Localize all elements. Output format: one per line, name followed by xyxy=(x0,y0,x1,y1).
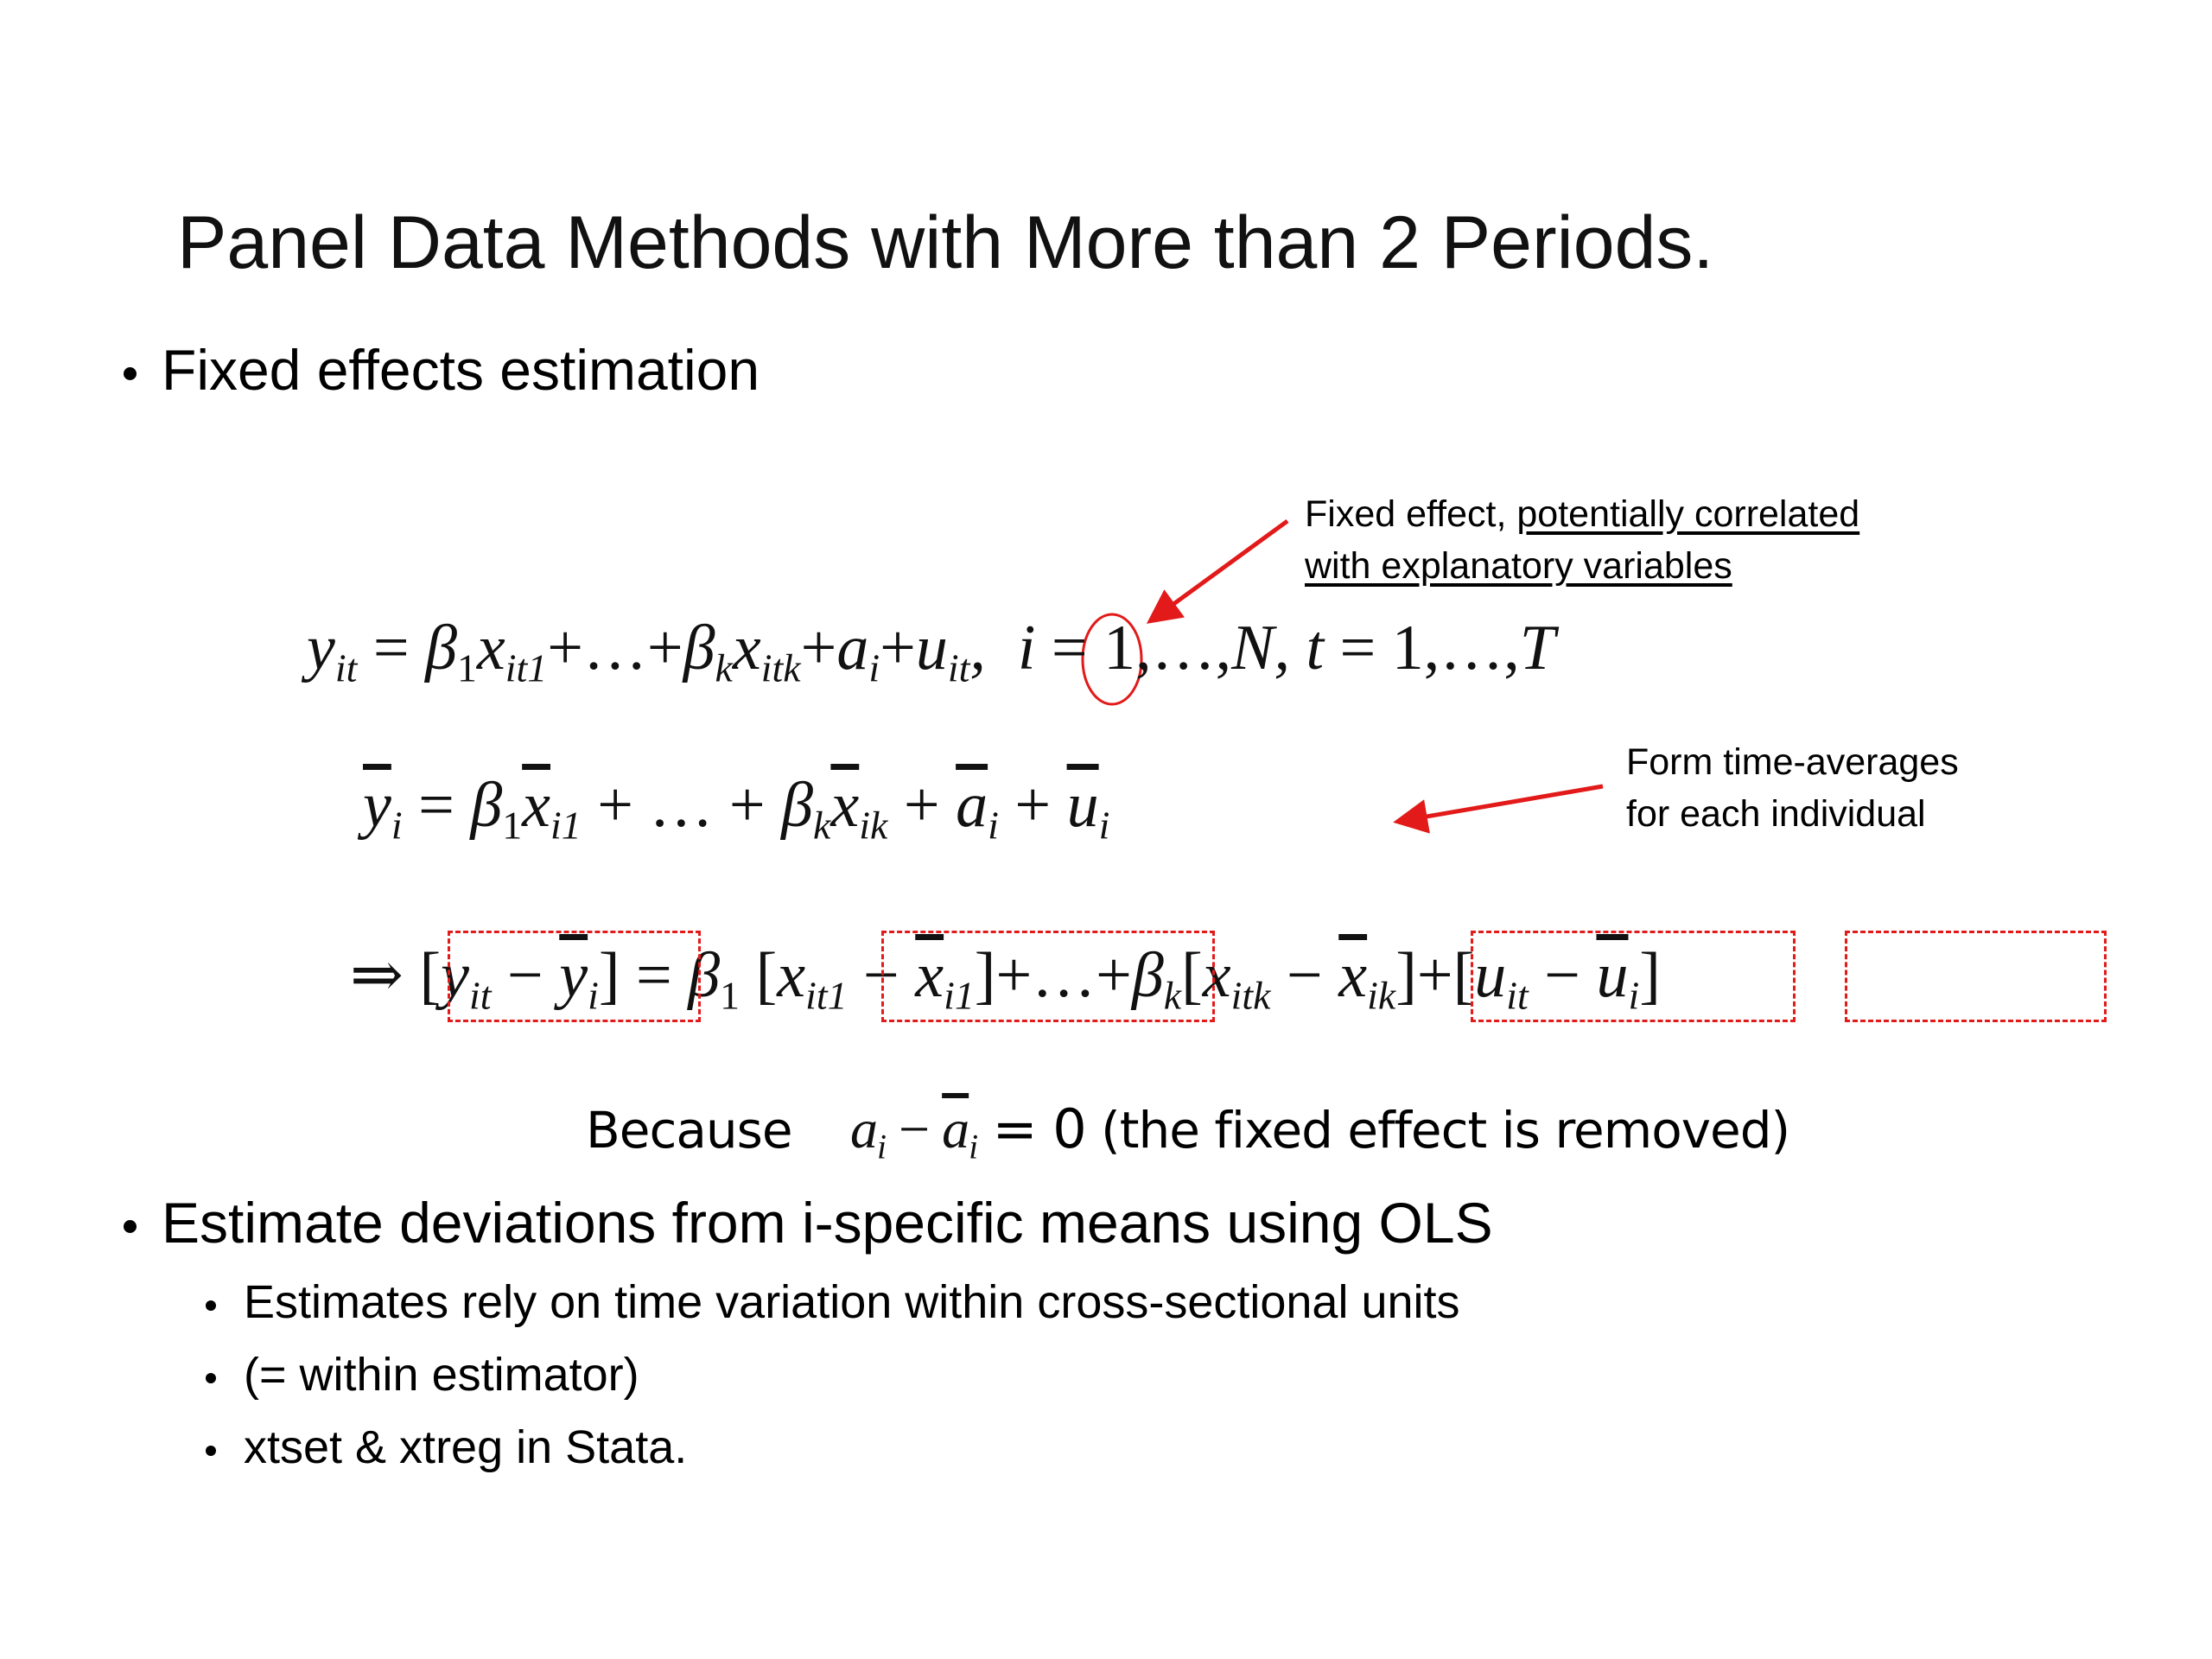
dashed-box-y xyxy=(448,931,701,1022)
sub-bullet-dot xyxy=(206,1446,216,1456)
fixed-effect-prefix: Fixed effect, xyxy=(1305,493,1507,535)
because-note: (the fixed effect is removed) xyxy=(1101,1101,1790,1160)
dashed-box-u xyxy=(1845,931,2107,1022)
bullet-fixed-effects: Fixed effects estimation xyxy=(162,338,760,402)
equation-model: $y_{it}$ = $\beta_1x_{it1}+\dots+\beta_kx_{itk}+a_i+u_{it}$, i = 1,…,N, t = 1,…,T xyxy=(307,613,1555,690)
bullet-dot xyxy=(124,1220,137,1233)
sub-bullet-item: Estimates rely on time variation within cross-sectional units xyxy=(244,1276,1460,1328)
sub-bullet-dot xyxy=(206,1373,216,1383)
sub-bullet-item: xtset & xtreg in Stata. xyxy=(244,1421,688,1473)
dashed-box-x1 xyxy=(881,931,1215,1022)
sub-bullet-dot xyxy=(206,1300,216,1311)
equation-demeaned: ⇒ $[y_{it} - \overline{y}_i] = \beta_1$ [$x_{it1}$ − $\overline{x}_{i1}]+\dots+\beta_k[x_{itk} - \overline{x}_{ik}]+[u_{it} - \overline{u}_i]$ xyxy=(350,940,1661,1018)
because-label: Because xyxy=(586,1101,792,1160)
slide-title: Panel Data Methods with More than 2 Periods. xyxy=(177,201,1714,284)
arrow-to-time-average xyxy=(1402,786,1603,821)
bullet-estimate-deviations: Estimate deviations from i-specific means using OLS xyxy=(162,1191,1493,1255)
fixed-effect-underlined-2: with explanatory variables xyxy=(1305,545,1732,587)
because-line xyxy=(586,1097,1789,1167)
time-average-line-1: Form time-averages xyxy=(1626,741,1959,783)
dashed-box-xk xyxy=(1471,931,1796,1022)
sub-bullet-item: (= within estimator) xyxy=(244,1349,639,1401)
because-expression: $a_i - \overline{a}_i$ xyxy=(850,1098,978,1166)
time-average-line-2: for each individual xyxy=(1626,793,1926,835)
because-equals-zero: = 0 xyxy=(992,1097,1086,1160)
arrow-to-fixed-effect xyxy=(1154,521,1287,619)
fixed-effect-underlined-1: potentially correlated xyxy=(1516,493,1860,535)
equation-time-average: $\overline{y}_i = \beta_1\overline{x}_{i1}$ + … + $\beta_k\overline{x}_{ik} + \overline{a}_i + \overline{u}_i$ xyxy=(363,770,1110,848)
